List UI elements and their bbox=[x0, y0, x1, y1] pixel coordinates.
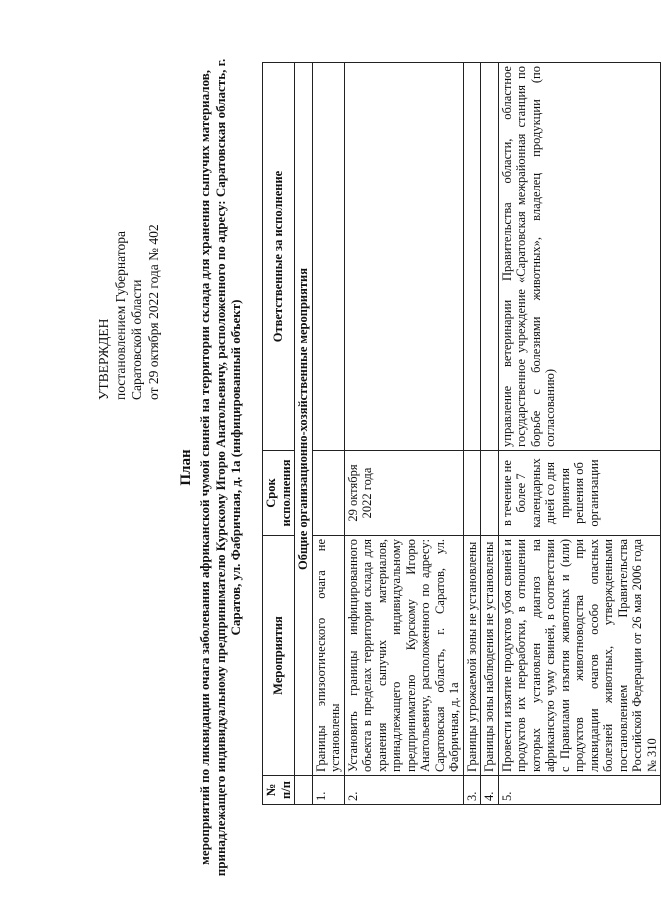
approval-line: Саратовской области bbox=[129, 279, 144, 400]
row-measure: Установить границы инфицированного объекта в пределах территории склада для хранения сыпучих материалов, принадлежащего индивидуальному предпринимателю Курскому Игорю Анатольевичу, расположенного по адресу: Саратовская область, г. Саратов, ул. Фабричная, д. 1а bbox=[344, 536, 463, 776]
table-row bbox=[344, 63, 463, 805]
plan-subtitle: мероприятий по ликвидации очага заболевания африканской чумой свиней на территории склада для хранения сыпучих материалов, принадлежащего индивидуальному предпринимателю Курскому Игорю Анатольевичу, расположенного по адресу: Саратовская область, г. Саратов, ул. Фабричная, д. 1а (инфицированный объект) bbox=[197, 58, 243, 877]
row-no: 3. bbox=[463, 776, 481, 805]
row-term bbox=[481, 451, 499, 536]
approval-block bbox=[96, 224, 162, 400]
plan-heading bbox=[178, 50, 244, 885]
row-responsible: управление ветеринарии Правительства области, областное государственное учреждение «Саратовская межрайонная станция по борьбе с болезнями животных», владелец продукции (по согласованию) bbox=[498, 63, 661, 451]
row-term bbox=[312, 451, 344, 536]
row-measure: Границы угрожаемой зоны не установлены bbox=[463, 536, 481, 776]
header-responsible: Ответственные за исполнение bbox=[263, 63, 295, 451]
plan-table bbox=[262, 62, 661, 805]
row-measure: Границы зоны наблюдения не установлены bbox=[481, 536, 499, 776]
approval-heading: УТВЕРЖДЕН bbox=[96, 318, 111, 400]
row-no: 4. bbox=[481, 776, 499, 805]
table-row bbox=[463, 63, 481, 805]
row-term bbox=[463, 451, 481, 536]
row-term: 29 октября 2022 года bbox=[344, 451, 463, 536]
approval-line: постановлением Губернатора bbox=[112, 231, 128, 400]
section-no bbox=[295, 776, 313, 805]
plan-title: План bbox=[178, 449, 194, 486]
row-measure: Провести изъятие продуктов убоя свиней и продуктов их переработки, в отношении которых установлен диагноз на африканскую чуму свиней, в соответствии с Правилами изъятия животных и (или) продуктов животноводства при ликвидации очагов особо опасных болезней животных, утвержденными постановлением Правительства Российской Федерации от 26 мая 2006 года № 310 bbox=[498, 536, 661, 776]
row-responsible bbox=[344, 63, 463, 451]
section-row bbox=[295, 63, 313, 805]
row-no: 1. bbox=[312, 776, 344, 805]
header-term: Срок исполнения bbox=[263, 451, 295, 536]
row-term: в течение не более 7 календарных дней со дня принятия решения об организации bbox=[498, 451, 661, 536]
table-row bbox=[498, 63, 661, 805]
table-header-row bbox=[263, 63, 295, 805]
header-measure: Мероприятия bbox=[263, 536, 295, 776]
approval-date: от 29 октября 2022 года № 402 bbox=[145, 224, 161, 400]
row-no: 2. bbox=[344, 776, 463, 805]
table-row bbox=[481, 63, 499, 805]
section-title: Общие организационно-хозяйственные мероприятия bbox=[295, 63, 313, 776]
row-measure: Границы эпизоотического очага не установлены bbox=[312, 536, 344, 776]
row-no: 5. bbox=[498, 776, 661, 805]
row-responsible bbox=[463, 63, 481, 451]
row-responsible bbox=[481, 63, 499, 451]
table-row bbox=[312, 63, 344, 805]
row-responsible bbox=[312, 63, 344, 451]
header-no: № п/п bbox=[263, 776, 295, 805]
